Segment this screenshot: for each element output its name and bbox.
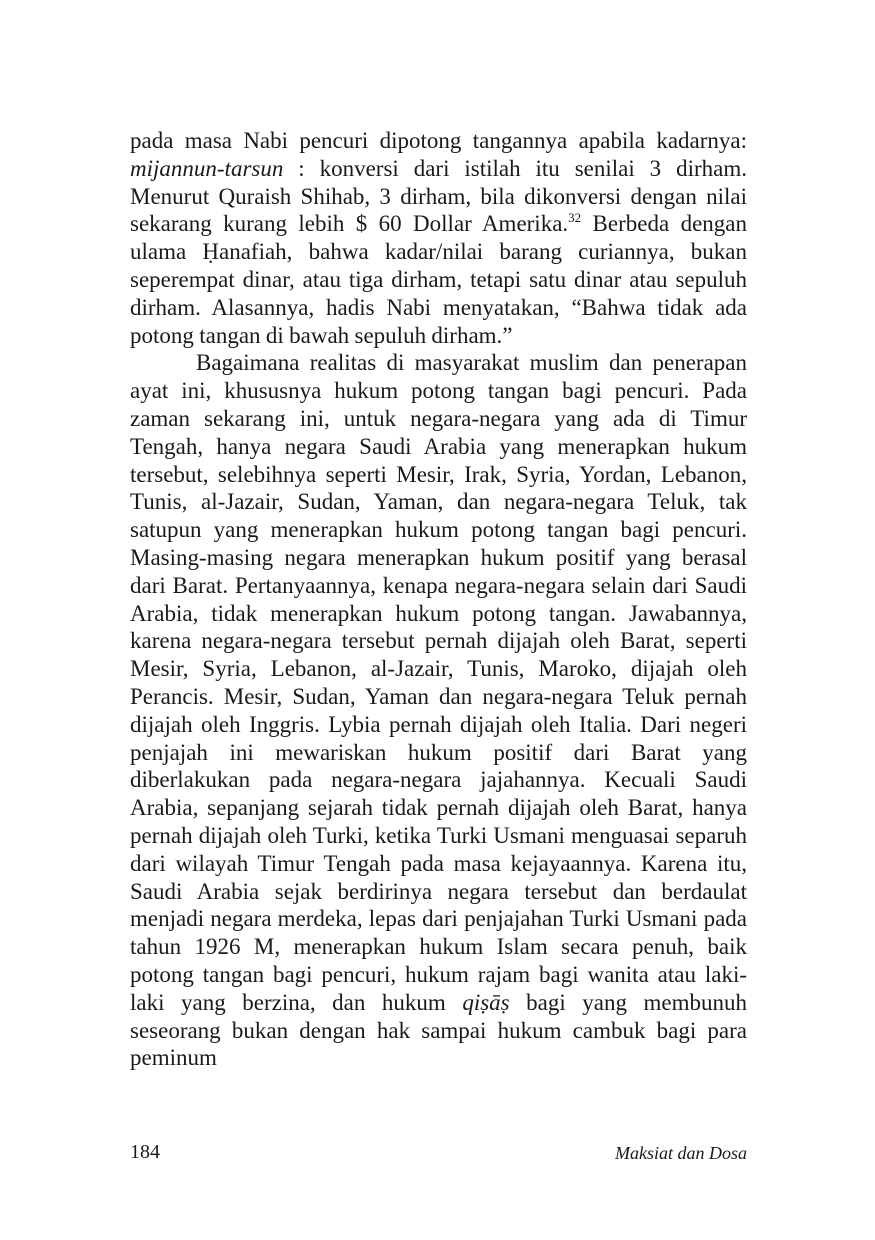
paragraph (130, 127, 747, 349)
running-title: Maksiat dan Dosa (615, 1143, 747, 1163)
text-run: : konversi dari istilah itu senilai 3 dirham. Menurut Quraish Shihab, 3 dirham, bila dikonversi dengan nilai sekarang kurang lebih $ 60 Dollar Amerika. (130, 155, 747, 237)
text-run: Bagaimana realitas di masyarakat muslim dan penerapan ayat ini, khususnya hukum potong tangan bagi pencuri. Pada zaman sekarang ini, untuk negara-negara yang ada di Timur Tengah, hanya negara Saudi Arabia yang menerapkan hukum tersebut, selebihnya seperti Mesir, Irak, Syria, Yordan, Lebanon, Tunis, al-Jazair, Sudan, Yaman, dan negara-negara Teluk, tak satupun yang menerapkan hukum potong tangan bagi pencuri. Masing-masing negara menerapkan hukum positif yang berasal dari Barat. Pertanyaannya, kenapa negara-negara selain dari Saudi Arabia, tidak menerapkan hukum potong tangan. Jawabannya, karena negara-negara tersebut pernah dijajah oleh Barat, seperti Mesir, Syria, Lebanon, al-Jazair, Tunis, Maroko, dijajah oleh Perancis. Mesir, Sudan, Yaman dan negara-negara Teluk pernah dijajah oleh Inggris. Lybia pernah dijajah oleh Italia. Dari negeri penjajah ini mewariskan hukum positif dari Barat yang diberlakukan pada negara-negara jajahannya. Kecuali Saudi Arabia, sepanjang sejarah tidak pernah dijajah oleh Barat, hanya pernah dijajah oleh Turki, ketika Turki Usmani menguasai separuh dari wilayah Timur Tengah pada masa kejayaannya. Karena itu, Saudi Arabia sejak berdirinya negara tersebut dan berdaulat menjadi negara merdeka, lepas dari penjajahan Turki Usmani pada tahun 1926 M, menerapkan hukum Islam secara penuh, baik potong tangan bagi pencuri, hukum rajam bagi wanita atau laki-laki yang berzina, dan hukum (130, 350, 747, 1015)
text-run: bagi yang membunuh seseorang bukan dengan hak sampai hukum cambuk bagi para peminum (130, 989, 747, 1071)
body-text (130, 127, 747, 1072)
text-run: pada masa Nabi pencuri dipotong tangannya apabila kadarnya: (130, 128, 747, 153)
paragraph (130, 349, 747, 1072)
footnote-ref: 32 (568, 210, 582, 226)
page-number: 184 (130, 1141, 160, 1163)
text-run: Berbeda dengan ulama Ḥanafiah, bahwa kadar/nilai barang curiannya, bukan seperempat dinar, atau tiga dirham, tetapi satu dinar atau sepuluh dirham. Alasannya, hadis Nabi menyatakan, “Bahwa tidak ada potong tangan di bawah sepuluh dirham.” (130, 211, 747, 348)
italic-term: mijannun-tarsun (130, 155, 284, 181)
italic-term: qiṣāṣ (462, 989, 510, 1015)
